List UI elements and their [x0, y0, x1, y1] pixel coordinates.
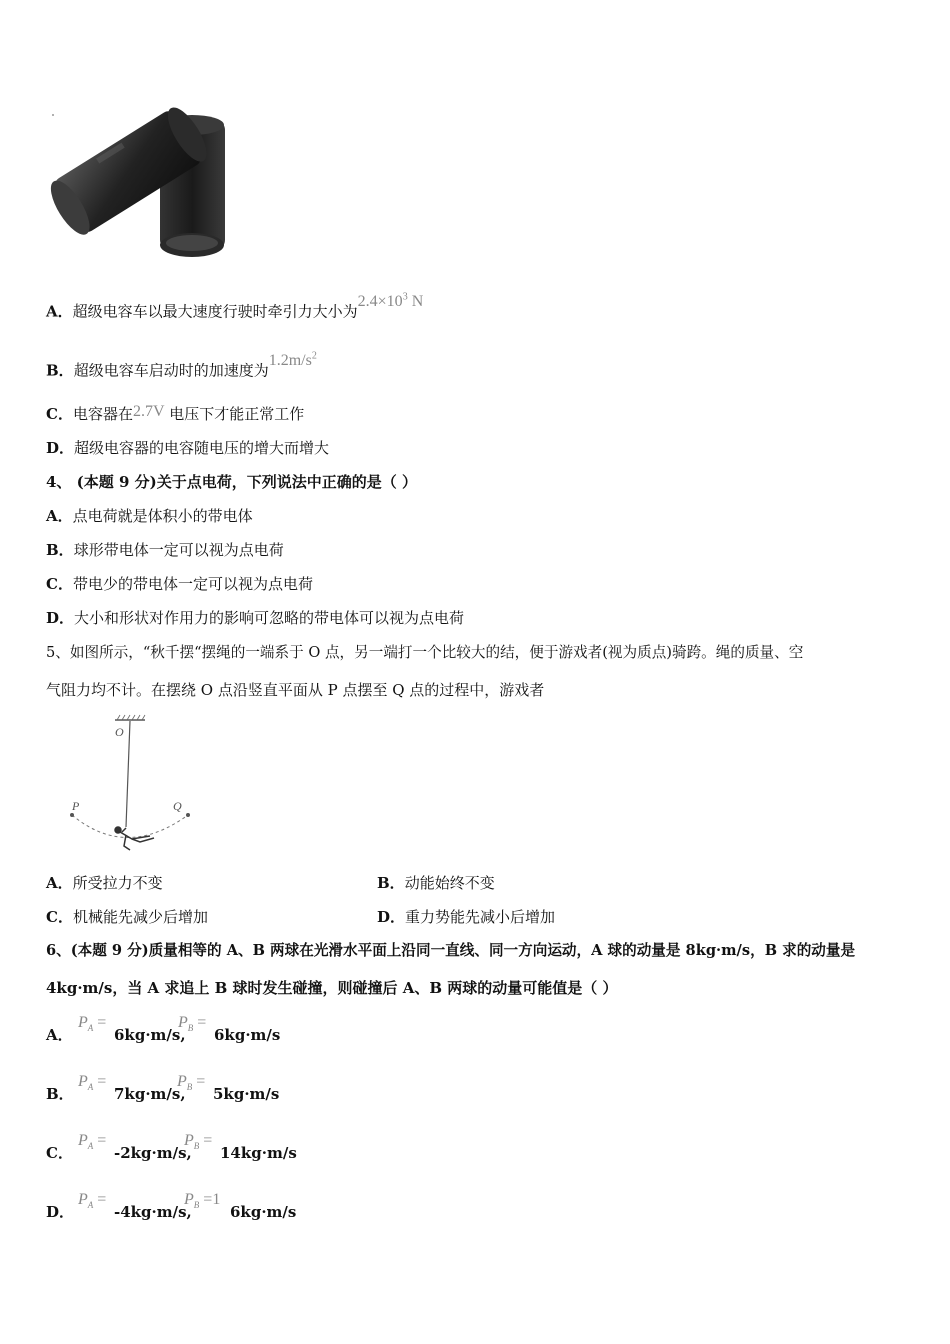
option-label: D． — [46, 439, 75, 457]
pb-value: 14kg·m/s — [220, 1144, 297, 1162]
pb-value: 5kg·m/s — [213, 1085, 280, 1103]
q6-stem-line2: 4kg·m/s，当 A 求追上 B 球时发生碰撞，则碰撞后 A、B 两球的动量可能值是（ ） — [46, 979, 618, 997]
point-p-label: P — [72, 799, 80, 813]
acceleration-value: $1.2m/s^2$ — [268, 351, 317, 370]
pa-value: -4kg·m/s, — [114, 1203, 192, 1221]
q3-option-c — [46, 404, 304, 425]
pb-symbol: $P_B$ = — [177, 1073, 206, 1093]
point-o-label: O — [115, 725, 124, 739]
swinger-figure — [115, 827, 154, 850]
force-value: $2.4\times 10^3$ N — [357, 292, 424, 311]
swing-diagram — [60, 712, 210, 862]
q4-option-d: D．大小和形状对作用力的影响可忽略的带电体可以视为点电荷 — [46, 609, 465, 627]
pb-value: 6kg·m/s — [230, 1203, 297, 1221]
pb-symbol: $P_B$ = — [184, 1132, 213, 1152]
q6-option-c: C． $P_A$ = -2kg·m/s, $P_B$ = 14kg·m/s — [46, 1132, 297, 1162]
q6-stem-line1: 6、(本题 9 分)质量相等的 A、B 两球在光滑水平面上沿同一直线、同一方向运动，A 球的动量是 8kg·m/s，B 求的动量是 — [46, 942, 856, 959]
q5-stem-line2: 气阻力均不计。在摆绕 O 点沿竖直平面从 P 点摆至 Q 点的过程中，游戏者 — [46, 681, 545, 699]
q6-option-d: D． $P_A$ = -4kg·m/s, $P_B =1$ 6kg·m/s — [46, 1191, 297, 1221]
q3-option-a — [46, 292, 424, 322]
option-text: 超级电容车启动时的加速度为 — [73, 361, 269, 380]
option-text: 超级电容车以最大速度行驶时牵引力大小为 — [72, 302, 358, 321]
q5-option-b: B．动能始终不变 — [377, 874, 495, 892]
q3-option-b — [46, 351, 317, 381]
pb-symbol: $P_B$ = — [178, 1014, 207, 1034]
q6-option-b: B． $P_A$ = 7kg·m/s, $P_B$ = 5kg·m/s — [46, 1073, 280, 1103]
q5-stem-line1: 5、如图所示，“秋千摆“摆绳的一端系于 O 点，另一端打一个比较大的结，便于游戏者(视为质点)骑跨。绳的质量、空 — [46, 644, 804, 661]
q4-option-b: B．球形带电体一定可以视为点电荷 — [46, 541, 284, 559]
pa-symbol: $P_A$ = — [78, 1132, 107, 1152]
option-text: 电容器在 — [72, 405, 133, 423]
option-text-after: 电压下才能正常工作 — [164, 405, 305, 423]
q4-option-a: A．点电荷就是体积小的带电体 — [46, 507, 253, 525]
capacitor-photo — [50, 95, 235, 265]
voltage-value: 2.7V — [132, 403, 165, 420]
pa-value: 7kg·m/s, — [114, 1085, 186, 1103]
pb-value: 6kg·m/s — [214, 1026, 281, 1044]
q4-option-c: C．带电少的带电体一定可以视为点电荷 — [46, 575, 313, 593]
q5-option-a: A．所受拉力不变 — [46, 874, 163, 892]
point-q-label: Q — [173, 799, 182, 813]
pa-symbol: $P_A$ = — [78, 1014, 107, 1034]
option-label: A． — [46, 302, 73, 321]
pa-symbol: $P_A$ = — [78, 1191, 107, 1211]
q5-option-d: D．重力势能先减小后增加 — [377, 908, 556, 926]
option-label: B． — [46, 361, 74, 380]
q5-option-c: C．机械能先减少后增加 — [46, 908, 208, 926]
q3-option-d — [46, 438, 329, 458]
pa-symbol: $P_A$ = — [78, 1073, 107, 1093]
option-label: C． — [46, 405, 73, 423]
q6-option-a: A． $P_A$ = 6kg·m/s, $P_B$ = 6kg·m/s — [46, 1014, 281, 1044]
pa-value: -2kg·m/s, — [114, 1144, 192, 1162]
pb-symbol: $P_B =1$ — [184, 1191, 221, 1211]
pa-value: 6kg·m/s, — [114, 1026, 186, 1044]
option-text: 超级电容器的电容随电压的增大而增大 — [74, 439, 330, 457]
q4-stem: 4、 (本题 9 分)关于点电荷，下列说法中正确的是（ ） — [46, 473, 417, 491]
